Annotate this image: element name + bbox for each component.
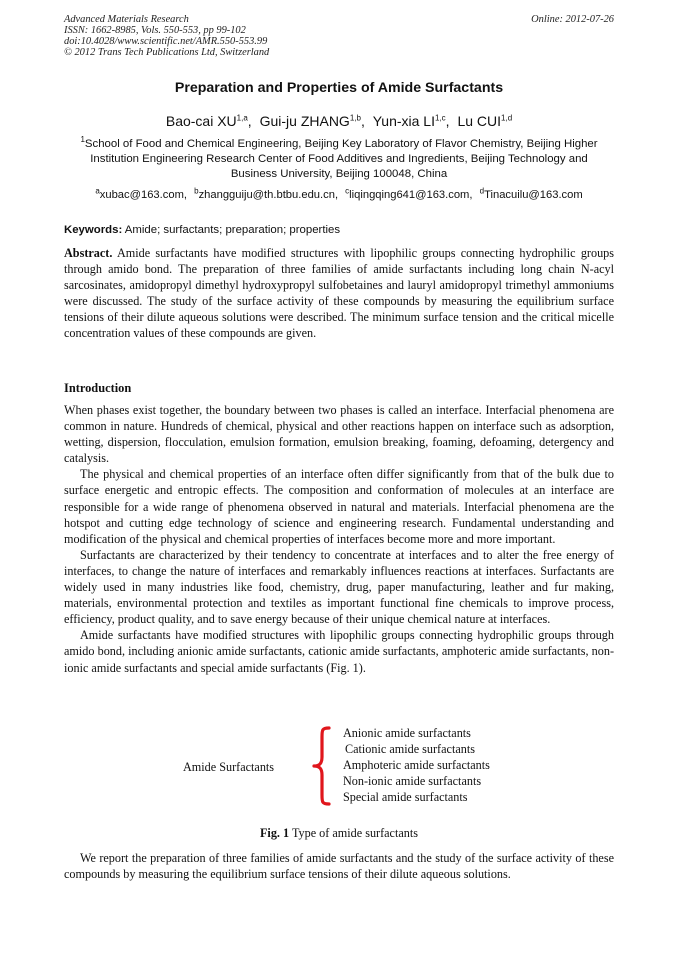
figure-item: Non-ionic amide surfactants [343, 774, 482, 789]
paragraph: When phases exist together, the boundary between two phases is called an interface. Interfacial phenomena are common in nature. Hundreds of chemical, physical and other reactions happen on interface such as adsorption, wetting, dispersion, flocculation, emulsion formation, emulsion breaking, foaming, defoaming, detergency and catalysis. [64, 403, 614, 466]
online-date: Online: 2012-07-26 [531, 14, 614, 25]
email-list [0, 186, 678, 201]
doi-line: doi:10.4028/www.scientific.net/AMR.550-553.99 [64, 36, 268, 47]
abstract: Abstract. Amide surfactants have modified structures with lipophilic groups connecting hydrophilic groups through amido bond. The preparation of three families of amide surfactants including long chain N-acyl sarcosinates, amidopropyl dimethyl hydroxypropyl sulfobetaines and lauryl amidopropyl trimethyl ammoniums were discussed. The study of the surface activity of these compounds by measuring the equilibrium surface tensions of their dilute aqueous solutions were described. The minimum surface tension and the critical micelle concentration values of these compounds are given. [64, 246, 614, 341]
author: Bao-cai XU$^{1,a}$, [165, 113, 252, 129]
figure-item: Amphoteric amide surfactants [343, 758, 490, 773]
author-list [0, 113, 678, 129]
paragraph: Amide surfactants have modified structures with lipophilic groups connecting hydrophilic groups through amido bond, including anionic amide surfactants, cationic amide surfactants, amphoteric amide surfactants, non-ionic amide surfactants and special amide surfactants (Fig. 1). [64, 628, 614, 675]
email-link[interactable]: $^a$xubac@163.com, [95, 186, 187, 201]
keywords: Keywords: Amide; surfactants; preparation; properties [64, 224, 341, 236]
affiliation: $^1$School of Food and Chemical Engineering, Beijing Key Laboratory of Flavor Chemistry, Beijing Higher Institution Engineering Research Center of Food Additives and Ingredients, Beijing Technology and Business University, Beijing 100048, China [80, 135, 598, 180]
paper-title: Preparation and Properties of Amide Surfactants [174, 80, 504, 96]
figure-1 [0, 725, 678, 807]
journal-header [64, 14, 269, 58]
author: Gui-ju ZHANG$^{1,b}$, [259, 113, 365, 129]
figure-caption: Fig. 1 Type of amide surfactants [259, 826, 418, 840]
section-heading-introduction: Introduction [64, 381, 132, 395]
copyright-line: © 2012 Trans Tech Publications Ltd, Switzerland [64, 47, 270, 58]
curly-brace-icon [310, 725, 334, 807]
journal-name: Advanced Materials Research [64, 14, 189, 25]
figure-item: Special amide surfactants [343, 790, 468, 805]
email-link[interactable]: $^c$liqingqing641@163.com, [345, 186, 473, 201]
introduction-body [64, 402, 614, 676]
figure-item: Cationic amide surfactants [345, 742, 475, 757]
figure-root-label: Amide Surfactants [183, 760, 275, 774]
paragraph: Surfactants are characterized by their tendency to concentrate at interfaces and to alter the free energy of interfaces, to change the nature of interfaces and remarkably influences reactions at interfaces. Surfactants are widely used in many industries like food, chemistry, drug, paper manufacturing, leather and fur making, materials, environmental protection and textiles as important functional fine chemicals to improve process, efficiency, product quality, and to save energy because of their unique chemical nature at interfaces. [64, 547, 614, 627]
issn-line: ISSN: 1662-8985, Vols. 550-553, pp 99-102 [64, 25, 246, 36]
author: Lu CUI$^{1,d}$ [457, 113, 513, 129]
paragraph: The physical and chemical properties of an interface often differ significantly from that of the bulk due to surface energetic and entropic effects. The composition and conformation of molecules at an interface are responsible for a wide range of phenomena observed in natural and materials. Interfacial phenomena are the hotspot and cutting edge technology of science and engineering research. Fundamental understanding and modification of the physical and chemical properties of interfaces become more and more important. [64, 467, 614, 546]
email-link[interactable]: $^d$Tinacuilu@163.com [479, 186, 583, 201]
author: Yun-xia LI$^{1,c}$, [372, 113, 450, 129]
figure-item: Anionic amide surfactants [343, 726, 471, 740]
email-link[interactable]: $^b$zhangguiju@th.btbu.edu.cn, [194, 186, 339, 201]
figure-item-list [343, 725, 490, 805]
paragraph: We report the preparation of three families of amide surfactants and the study of the surface activity of these compounds by measuring the equilibrium surface tensions of their dilute aqueous solutions. [64, 851, 614, 882]
